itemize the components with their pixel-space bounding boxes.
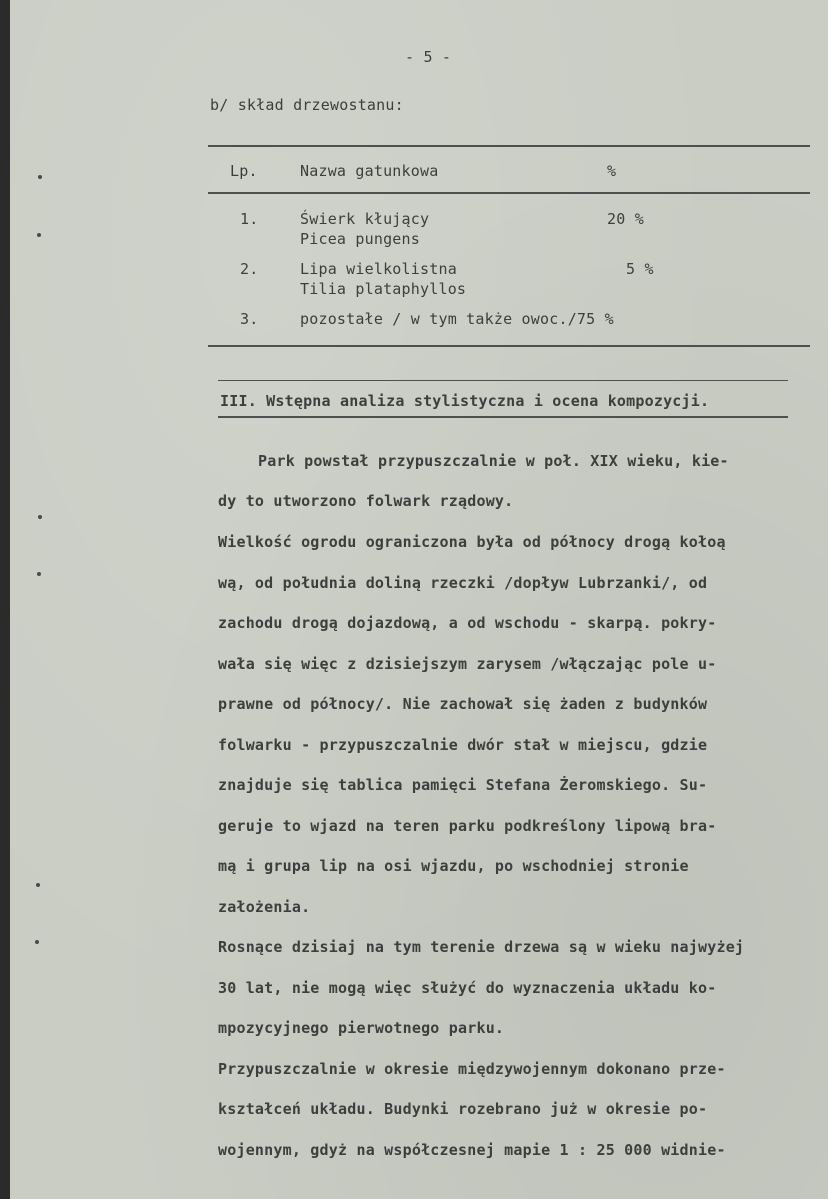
section-heading-top-rule: [218, 380, 788, 381]
body-line: znajduje się tablica pamięci Stefana Żeromskiego. Su-: [218, 776, 708, 794]
body-line: 30 lat, nie mogą więc służyć do wyznaczenia układu ko-: [218, 979, 717, 997]
punch-mark: [35, 940, 39, 944]
table-header-name: Nazwa gatunkowa: [300, 162, 439, 180]
punch-mark: [37, 233, 41, 237]
body-line: wała się więc z dzisiejszym zarysem /włączając pole u-: [218, 655, 717, 673]
punch-mark: [37, 572, 41, 576]
table-bottom-rule: [208, 345, 810, 347]
body-line: Rosnące dzisiaj na tym terenie drzewa są w wieku najwyżej: [218, 938, 745, 956]
body-line: Wielkość ogrodu ograniczona była od północy drogą kołoą: [218, 533, 726, 551]
table-header-percent: %: [607, 162, 617, 180]
section-b-label: b/ skład drzewostanu:: [210, 96, 404, 114]
document-page: [10, 0, 828, 1199]
table-row-1-percent: 20 %: [607, 210, 644, 228]
table-row-1-name: Świerk kłujący: [300, 210, 430, 228]
table-row-1-latin: Picea pungens: [300, 230, 420, 248]
body-line: wą, od południa doliną rzeczki /dopływ Lubrzanki/, od: [218, 574, 708, 592]
body-line: prawne od północy/. Nie zachował się żaden z budynków: [218, 695, 708, 713]
page-number: - 5 -: [405, 48, 452, 66]
table-row-1-lp: 1.: [240, 210, 259, 228]
table-row-2-latin: Tilia plataphyllos: [300, 280, 467, 298]
section-iii-heading: III. Wstępna analiza stylistyczna i ocena kompozycji.: [220, 392, 710, 410]
body-line: folwarku - przypuszczalnie dwór stał w miejscu, gdzie: [218, 736, 708, 754]
section-heading-underline: [218, 416, 788, 418]
body-line: zachodu drogą dojazdową, a od wschodu - skarpą. pokry-: [218, 614, 717, 632]
body-line: dy to utworzono folwark rządowy.: [218, 492, 514, 510]
punch-mark: [38, 515, 42, 519]
table-row-2-percent: 5 %: [626, 260, 654, 278]
body-line: wojennym, gdyż na współczesnej mapie 1 : 25 000 widnie-: [218, 1141, 726, 1159]
body-line: założenia.: [218, 898, 311, 916]
table-header-rule: [208, 192, 810, 194]
table-row-3-name: pozostałe / w tym także owoc./75 %: [300, 310, 614, 328]
punch-mark: [36, 883, 40, 887]
body-line: Przypuszczalnie w okresie międzywojennym dokonano prze-: [218, 1060, 726, 1078]
body-line: Park powstał przypuszczalnie w poł. XIX wieku, kie-: [258, 452, 729, 470]
table-row-3-lp: 3.: [240, 310, 259, 328]
table-row-2-name: Lipa wielkolistna: [300, 260, 457, 278]
punch-mark: [38, 175, 42, 179]
table-top-rule: [208, 145, 810, 147]
body-line: mą i grupa lip na osi wjazdu, po wschodniej stronie: [218, 857, 689, 875]
table-header-lp: Lp.: [230, 162, 258, 180]
body-line: kształceń układu. Budynki rozebrano już w okresie po-: [218, 1100, 708, 1118]
body-line: geruje to wjazd na teren parku podkreślony lipową bra-: [218, 817, 717, 835]
body-line: mpozycyjnego pierwotnego parku.: [218, 1019, 505, 1037]
table-row-2-lp: 2.: [240, 260, 259, 278]
